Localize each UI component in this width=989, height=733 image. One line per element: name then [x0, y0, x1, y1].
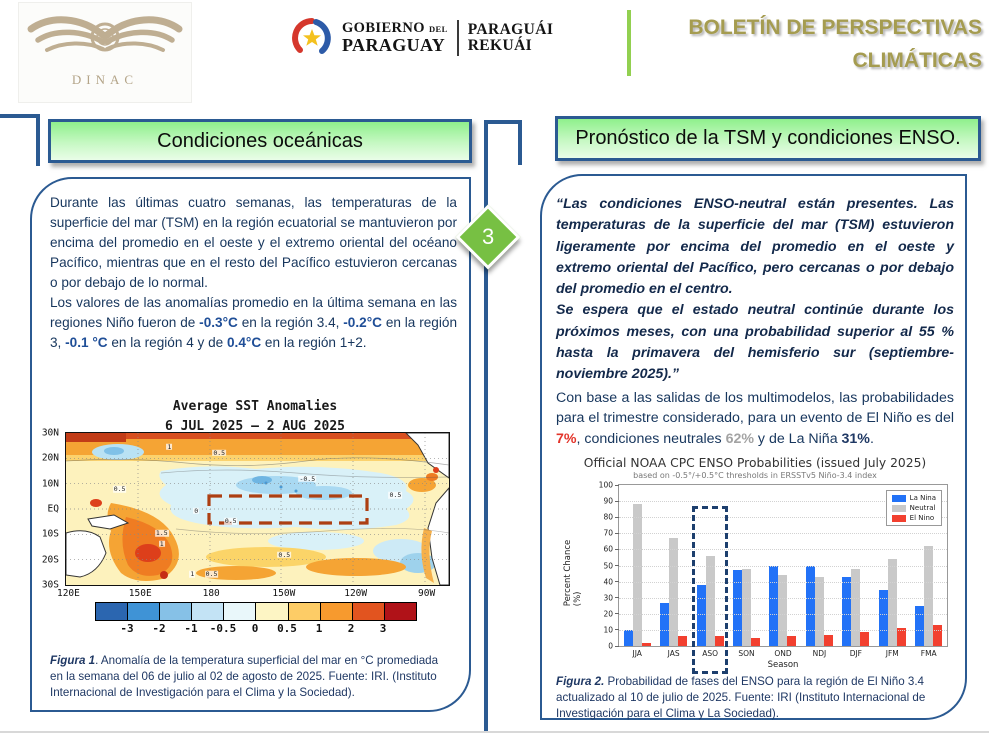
y-tick-mark: [615, 581, 619, 582]
gridline: [619, 566, 947, 567]
colorbar-segment: [128, 603, 160, 620]
legend-row: [892, 494, 936, 502]
body-text: , condiciones neutrales: [576, 430, 726, 447]
season-label: ASO: [702, 649, 718, 658]
gridline: [619, 598, 947, 599]
considered-trimester-highlight: [692, 506, 728, 674]
gov-paraguay-logo: [292, 18, 553, 58]
figure1-label: Figura 1: [50, 654, 96, 667]
colorbar-tick-label: 0: [251, 622, 259, 635]
legend-label: El Nino: [909, 514, 935, 522]
y-tick-mark: [615, 485, 619, 486]
colorbar-tick-label: 1: [315, 622, 323, 635]
left-panel: [30, 177, 471, 712]
colorbar-segment: [160, 603, 192, 620]
y-tick-mark: [615, 629, 619, 630]
bar-neutral: [924, 546, 933, 646]
dinac-logo: [18, 2, 192, 103]
map-y-tick: 20S: [41, 554, 59, 566]
y-tick-mark: [615, 613, 619, 614]
y-tick-label: 100: [598, 480, 613, 490]
enso-quote-1: “Las condiciones ENSO-neutral están presentes. Las temperaturas de la superficie del mar (TSM) estuvieron ligeramente por encima del promedio en el oeste y extremo oriental del Pacífico, pero cercanas o por debajo del promedio en el centro.: [556, 196, 954, 298]
colorbar: [95, 602, 417, 621]
el-nino-probability: 7%: [556, 430, 577, 447]
contour-value-label: 1: [167, 442, 172, 451]
bar-la-nina: [806, 566, 815, 647]
bar-la-nina: [769, 566, 778, 647]
p2-text: en la región 4 y de: [107, 334, 227, 350]
map-y-tick: 30S: [41, 579, 59, 591]
y-tick-label: 20: [603, 609, 613, 619]
connector-center-horizontal: [484, 120, 522, 124]
contour-value-label: 0.5: [113, 484, 126, 493]
colorbar-tick-label: 3: [379, 622, 387, 635]
colorbar-tick-label: -3: [120, 622, 134, 635]
y-tick-label: 80: [603, 512, 613, 522]
legend-label: Neutral: [909, 504, 936, 512]
y-tick-label: 50: [603, 561, 613, 570]
y-tick-mark: [615, 646, 619, 647]
map-x-tick: 90W: [418, 588, 436, 599]
bar-la-nina: [842, 577, 851, 646]
gov-divider: [457, 20, 459, 56]
contour-value-label: 1: [159, 539, 164, 548]
colorbar-labels: [95, 622, 415, 636]
gov-emblem-icon: [292, 18, 332, 58]
season-label: DJF: [849, 649, 862, 658]
chart-x-label: Season: [767, 660, 799, 670]
left-section-header: [48, 119, 472, 163]
contour-value-label: -0.5: [299, 474, 316, 483]
gov-right2: REKUÁI: [467, 37, 533, 54]
bar-la-nina: [624, 630, 633, 646]
dinac-label: DINAC: [71, 72, 139, 87]
season-label: OND: [774, 649, 792, 658]
season-label: JFM: [885, 649, 899, 658]
map-x-tick: 180: [202, 588, 220, 599]
map-y-tick: 20N: [41, 452, 59, 464]
map-x-tick: 150W: [272, 588, 296, 599]
enso-quote-2: Se espera que el estado neutral continúe durante los próximos meses, con una probabilidad superior al 55 % hasta la primavera del hemisferio sur (septiembre-noviembre 2025).”: [556, 302, 954, 383]
y-tick-label: 60: [603, 544, 613, 554]
left-paragraph-2: [50, 293, 457, 353]
colorbar-segment: [321, 603, 353, 620]
gov-line2: PARAGUAY: [342, 35, 446, 56]
season-label: JAS: [667, 649, 680, 658]
bar-neutral: [742, 569, 751, 646]
map-y-tick: EQ: [47, 503, 59, 515]
sst-map-graphic: [66, 433, 449, 585]
contour-value-label: 0.5: [278, 550, 291, 559]
colorbar-tick-label: 2: [347, 622, 355, 635]
season-group: [692, 485, 728, 658]
chart-plot-area: [563, 480, 948, 658]
y-tick-label: 0: [608, 641, 613, 651]
colorbar-tick-label: -1: [184, 622, 198, 635]
right-section-title: Pronóstico de la TSM y condiciones ENSO.: [575, 127, 961, 149]
bar-neutral: [888, 559, 897, 646]
contour-value-label: 0.5: [205, 570, 218, 579]
legend-swatch: [892, 505, 906, 512]
y-tick-mark: [615, 533, 619, 534]
map-y-axis: [32, 427, 62, 591]
left-section-title: Condiciones oceánicas: [157, 129, 363, 152]
colorbar-tick-label: -0.5: [209, 622, 237, 635]
gridline: [619, 549, 947, 550]
bar-neutral: [815, 577, 824, 646]
bar-neutral: [851, 569, 860, 646]
contour-value-label: 1: [190, 570, 195, 579]
y-tick-mark: [615, 565, 619, 566]
map-x-tick: 120W: [344, 588, 368, 599]
y-tick-mark: [615, 517, 619, 518]
enso-probability-chart: [554, 456, 956, 670]
bar-el-nino: [897, 628, 906, 646]
gov-wordmark: [342, 20, 553, 56]
figure2-caption-text: Probabilidad de fases del ENSO para la región de El Niño 3.4 actualizado al 10 de julio de 2025. Fuente: IRI (Instituto Internacional de Investigación para el Clima y La Sociedad).: [556, 675, 926, 721]
la-nina-probability: 31%: [841, 430, 870, 447]
p2-text: en la región 3.4,: [237, 314, 344, 330]
y-tick-mark: [615, 597, 619, 598]
gridline: [619, 630, 947, 631]
left-text-block: [50, 193, 457, 353]
colorbar-tick-label: -2: [152, 622, 166, 635]
season-label: NDJ: [812, 649, 827, 658]
p2-text: en la región 1+2.: [261, 334, 367, 350]
figure1-caption-text: . Anomalía de la temperatura superficial del mar en °C promediada en la semana del 06 de julio al 02 de agosto de 2025. Fuente: IRI. (Instituto Internacional de Investigación para el Clima y la Sociedad).: [50, 654, 439, 700]
bar-el-nino: [751, 638, 760, 646]
figure1-caption: [50, 653, 452, 702]
p2-text: Los valores de las anomalías promedio en la última semana en las regiones Niño fueron de: [50, 294, 457, 330]
anomaly-value-region12: 0.4°C: [227, 334, 262, 350]
map-y-tick: 30N: [41, 427, 59, 439]
connector-left-vertical: [36, 114, 40, 166]
bar-el-nino: [933, 625, 942, 646]
legend-row: [892, 514, 936, 522]
bar-neutral: [633, 504, 642, 646]
right-section-header: [555, 116, 981, 161]
legend-swatch: [892, 515, 906, 522]
y-tick-mark: [615, 501, 619, 502]
figure2-label: Figura 2.: [556, 675, 605, 688]
colorbar-segment: [192, 603, 224, 620]
sst-map-title-line2: 6 JUL 2025 – 2 AUG 2025: [164, 418, 345, 434]
y-tick-label: 70: [603, 528, 613, 538]
map-x-tick: 120E: [56, 588, 80, 599]
bar-el-nino: [824, 635, 833, 646]
chart-title: Official NOAA CPC ENSO Probabilities (issued July 2025): [583, 456, 927, 470]
contour-value-label: 0.5: [213, 448, 226, 457]
gridline: [619, 533, 947, 534]
body-text: .: [869, 430, 874, 447]
y-tick-mark: [615, 549, 619, 550]
map-y-tick: 10S: [41, 528, 59, 540]
map-y-tick: 10N: [41, 478, 59, 490]
body-text: y de La Niña: [753, 430, 842, 447]
y-tick-label: 90: [603, 496, 613, 506]
legend-row: [892, 504, 936, 512]
season-label: SON: [738, 649, 755, 658]
chart-subtitle: based on -0.5°/+0.5°C thresholds in ERSSTv5 Niño-3.4 index: [633, 471, 877, 480]
anomaly-value-region3: -0.2°C: [343, 314, 382, 330]
anomaly-value-region4: -0.1 °C: [65, 334, 108, 350]
legend-label: La Nina: [909, 494, 936, 502]
bar-la-nina: [660, 603, 669, 646]
gov-line1: GOBIERNO: [342, 20, 425, 37]
y-tick-label: 30: [603, 593, 613, 603]
season-label: FMA: [920, 649, 937, 658]
dinac-wings-icon: [25, 3, 185, 69]
gridline: [619, 614, 947, 615]
p2-text: en la región 3,: [50, 314, 458, 350]
gov-right1: PARAGUÁI: [467, 20, 554, 38]
contour-value-label: 0.5: [389, 491, 402, 500]
right-text-block: [556, 194, 954, 449]
bar-la-nina: [915, 606, 924, 646]
y-tick-label: 10: [603, 625, 613, 635]
connector-left-horizontal: [0, 114, 40, 118]
left-paragraph-1: Durante las últimas cuatro semanas, las temperaturas de la superficie del mar (TSM) en la región ecuatorial se mantuvieron por encima del promedio en el oeste y el extremo oriental del océano Pacífico, mientras que en el resto del Pacífico estuvieron cercanas o por debajo de lo normal.: [50, 195, 457, 290]
bulletin-title: BOLETÍN DE PERSPECTIVAS CLIMÁTICAS: [688, 16, 982, 72]
bar-el-nino: [787, 636, 796, 646]
colorbar-segment: [289, 603, 321, 620]
neutral-probability: 62%: [725, 430, 754, 447]
contour-value-label: 0.5: [224, 516, 237, 525]
gridline: [619, 582, 947, 583]
contour-value-label: 0: [194, 506, 199, 515]
figure2-caption: [556, 674, 956, 723]
step-number: 3: [481, 224, 495, 249]
chart-y-label: Percent Chance (%): [563, 539, 583, 606]
bar-el-nino: [642, 643, 651, 646]
sst-anomaly-map: [65, 432, 450, 586]
gov-line1-small: DEL: [429, 24, 448, 35]
colorbar-segment: [385, 603, 416, 620]
colorbar-segment: [256, 603, 288, 620]
season-label: JJA: [632, 649, 642, 658]
bar-el-nino: [678, 636, 687, 646]
title-accent-bar: [627, 10, 631, 76]
sst-map-title: [62, 397, 448, 436]
colorbar-tick-label: 0.5: [277, 622, 297, 635]
anomaly-value-region34: -0.3°C: [199, 314, 238, 330]
legend-swatch: [892, 495, 906, 502]
map-x-axis: [56, 588, 448, 601]
connector-center-stub: [518, 120, 522, 165]
bar-el-nino: [860, 632, 869, 646]
colorbar-segment: [353, 603, 385, 620]
colorbar-segment: [96, 603, 128, 620]
contour-value-label: 1.5: [155, 529, 168, 538]
y-tick-label: 40: [603, 577, 613, 587]
chart-legend: [886, 490, 942, 526]
sst-map-title-line1: Average SST Anomalies: [172, 399, 338, 414]
right-panel: [540, 174, 967, 720]
body-text: Con base a las salidas de los multimodelos, las probabilidades para el trimestre considerado, para un evento de El Niño es del: [556, 389, 954, 427]
map-x-tick: 150E: [128, 588, 152, 599]
bar-neutral: [778, 575, 787, 646]
colorbar-segment: [224, 603, 256, 620]
probabilities-paragraph: [556, 388, 954, 450]
